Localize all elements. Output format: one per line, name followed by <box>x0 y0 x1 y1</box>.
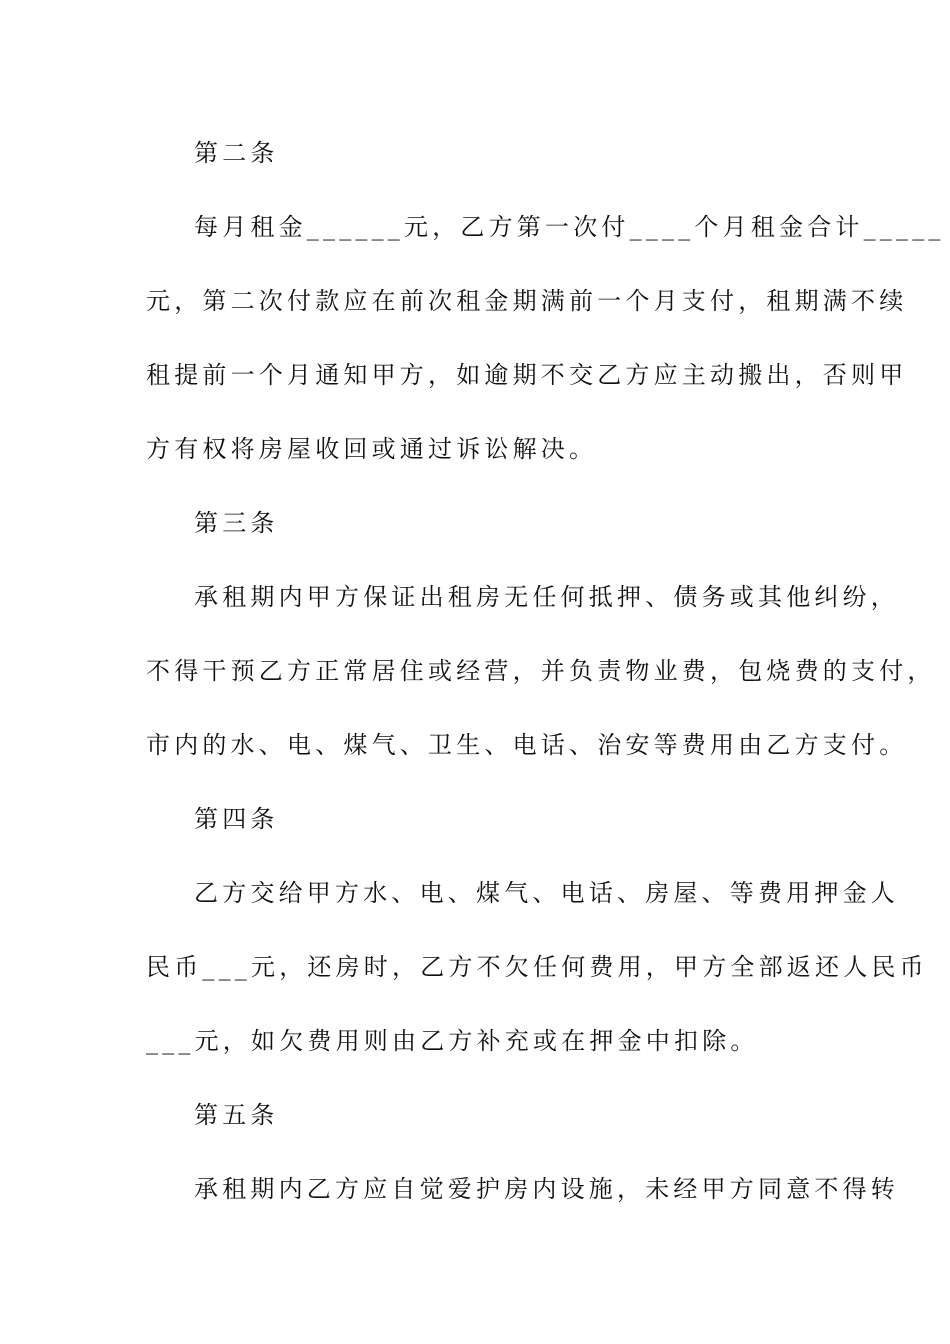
article-5-heading: 第五条 <box>194 1101 279 1129</box>
article-4-text-line-1: 乙方交给甲方水、电、煤气、电话、房屋、等费用押金人 <box>194 879 899 907</box>
article-2-text-line-4: 方有权将房屋收回或通过诉讼解决。 <box>146 435 598 463</box>
article-4-text-line-2: 民币___元，还房时，乙方不欠任何费用，甲方全部返还人民币 <box>146 953 928 981</box>
article-2-text-line-3: 租提前一个月通知甲方，如逾期不交乙方应主动搬出，否则甲 <box>146 361 908 389</box>
article-3-heading: 第三条 <box>194 509 279 537</box>
article-2-text-line-2: 元，第二次付款应在前次租金期满前一个月支付，租期满不续 <box>146 287 908 315</box>
article-4-heading: 第四条 <box>194 805 279 833</box>
article-5-text-line-1: 承租期内乙方应自觉爱护房内设施，未经甲方同意不得转 <box>194 1175 899 1203</box>
article-2-heading: 第二条 <box>194 139 279 167</box>
article-4-text-line-3: ___元，如欠费用则由乙方补充或在押金中扣除。 <box>146 1027 759 1055</box>
article-3-text-line-2: 不得干预乙方正常居住或经营，并负责物业费，包烧费的支付， <box>146 657 936 685</box>
article-3-text-line-1: 承租期内甲方保证出租房无任何抵押、债务或其他纠纷， <box>194 583 899 611</box>
article-3-text-line-3: 市内的水、电、煤气、卫生、电话、治安等费用由乙方支付。 <box>146 731 908 759</box>
article-2-text-line-1: 每月租金______元，乙方第一次付____个月租金合计_____ <box>194 213 945 241</box>
